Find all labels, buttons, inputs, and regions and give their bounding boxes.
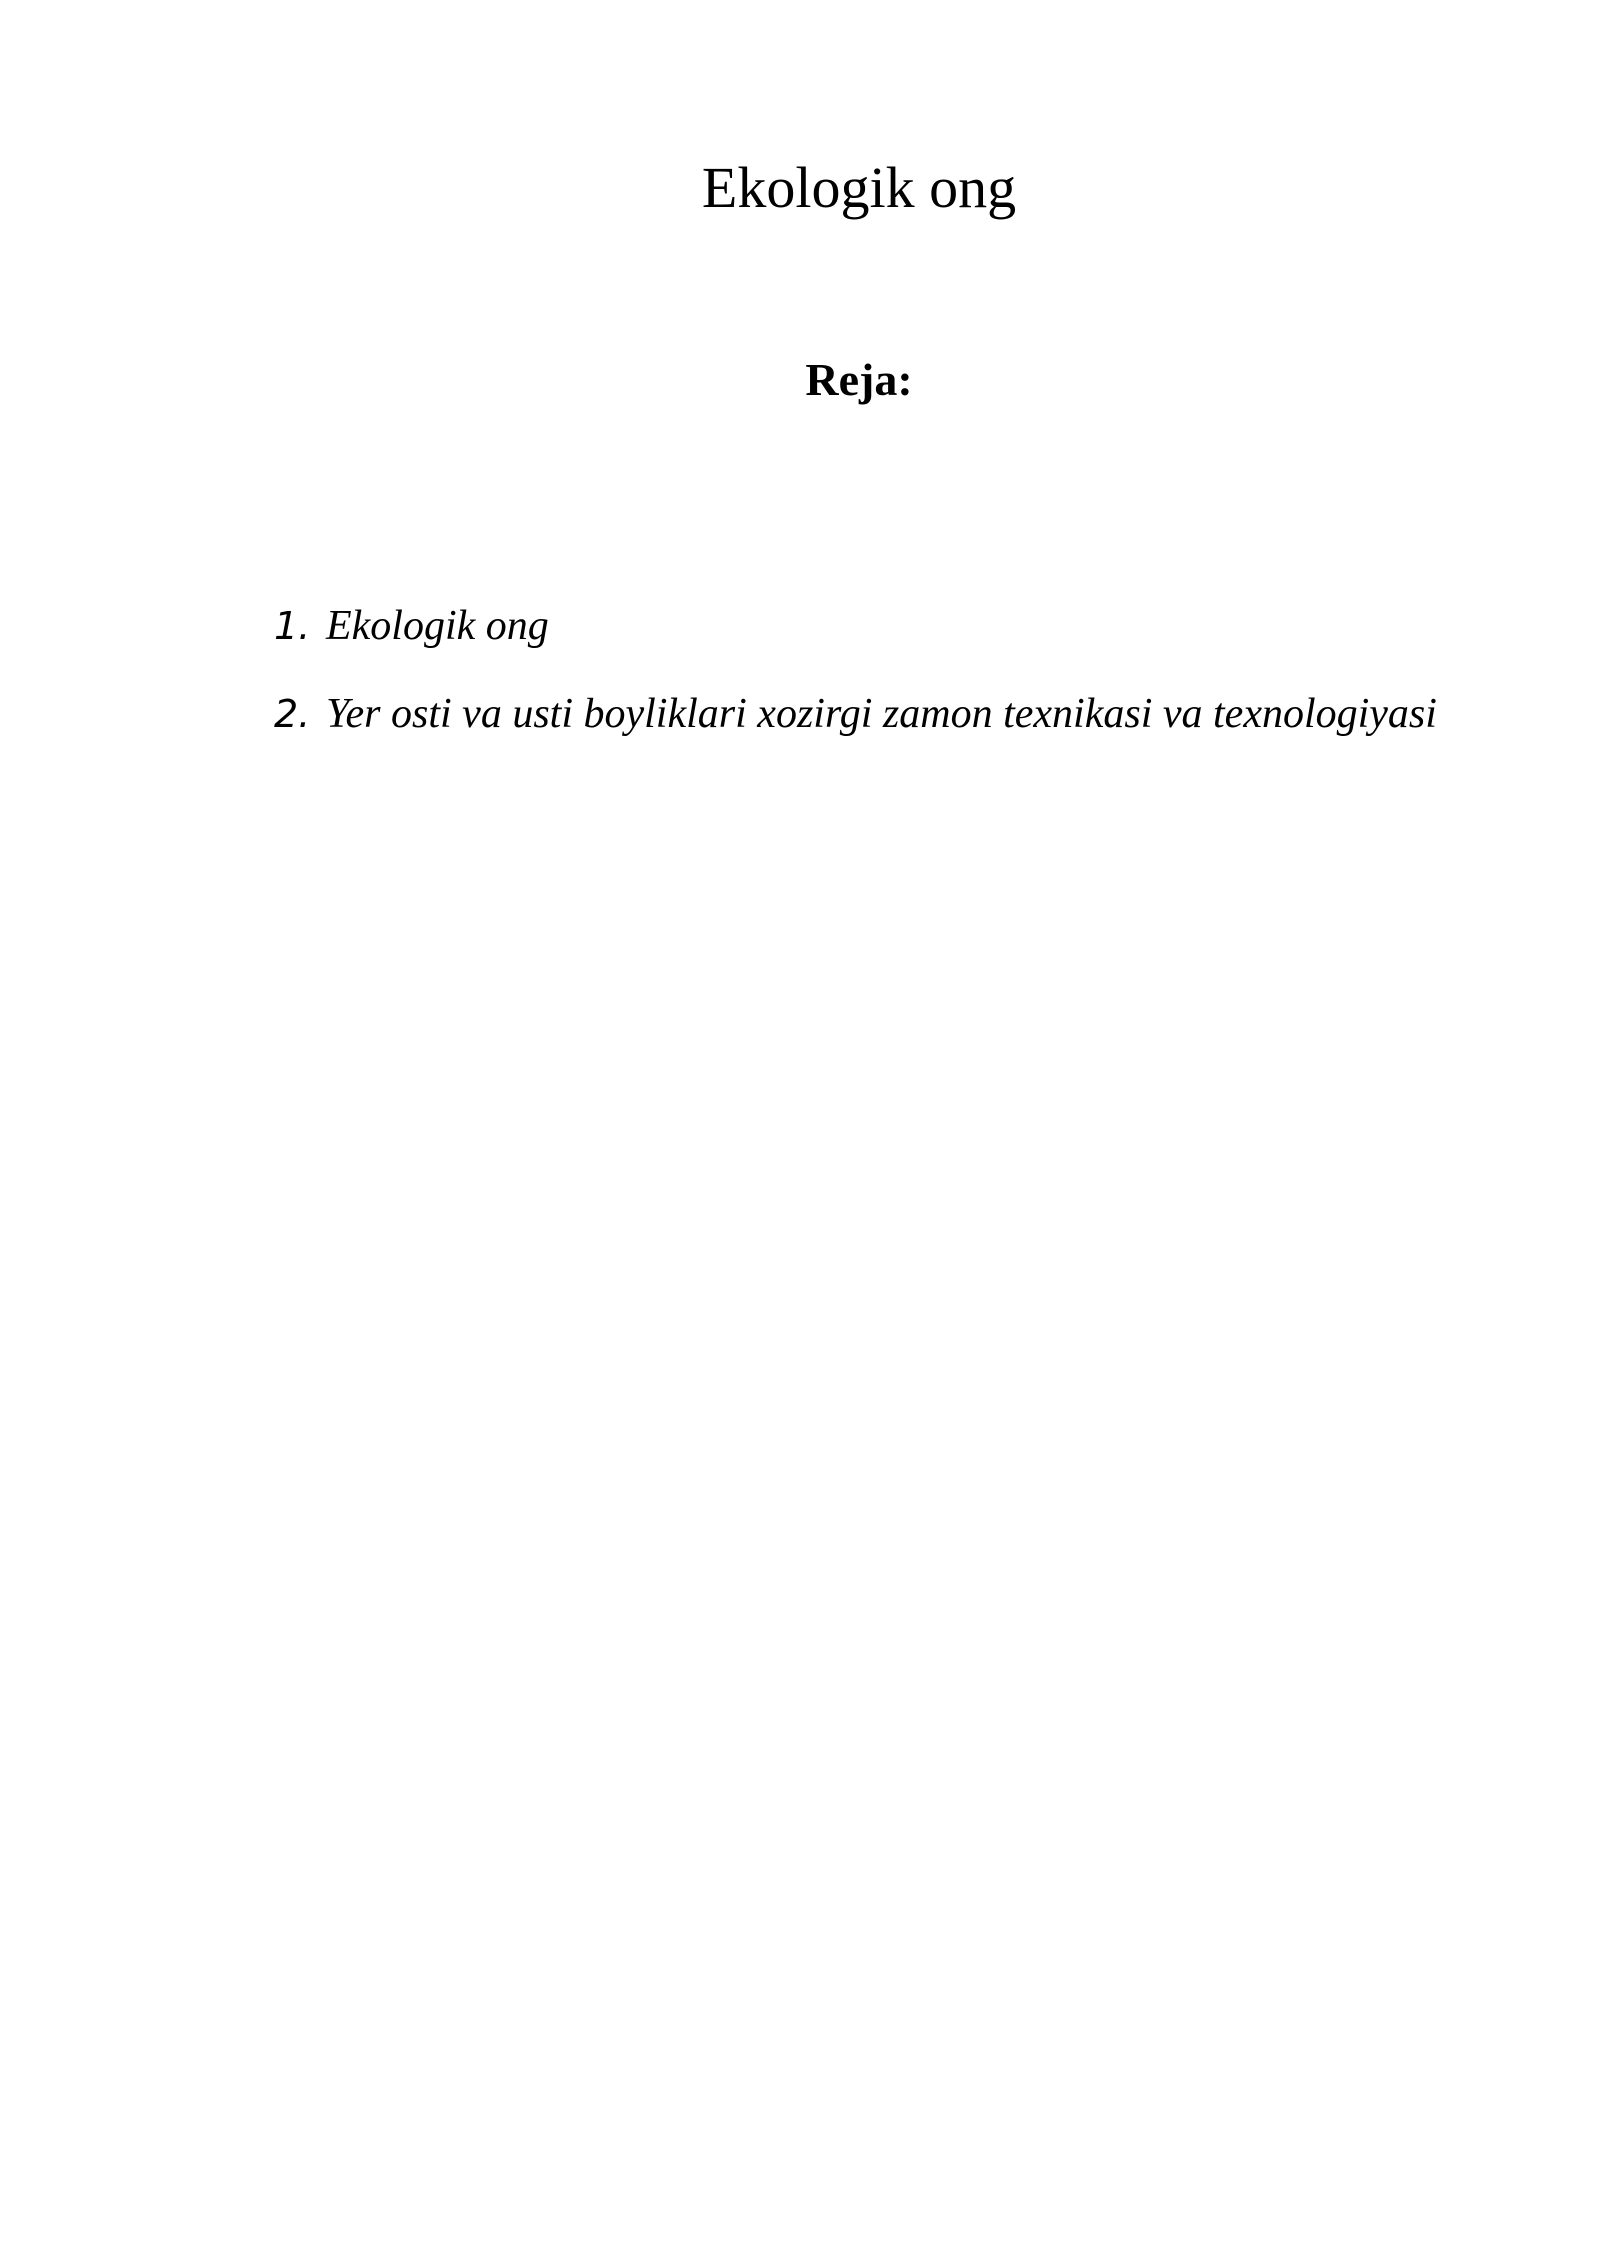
plan-item (274, 690, 1437, 778)
plan-heading: Reja: (805, 354, 913, 405)
plan-item-number: 1. (274, 604, 311, 648)
plan-item (274, 602, 1437, 690)
plan-item-number: 2. (274, 692, 311, 736)
plan-item-text: Ekologik ong (326, 603, 549, 649)
document-title: Ekologik ong (701, 155, 1017, 220)
plan-item-text: Yer osti va usti boyliklari xozirgi zamon texnikasi va texnologiyasi (326, 691, 1437, 737)
plan-list (274, 602, 1437, 778)
